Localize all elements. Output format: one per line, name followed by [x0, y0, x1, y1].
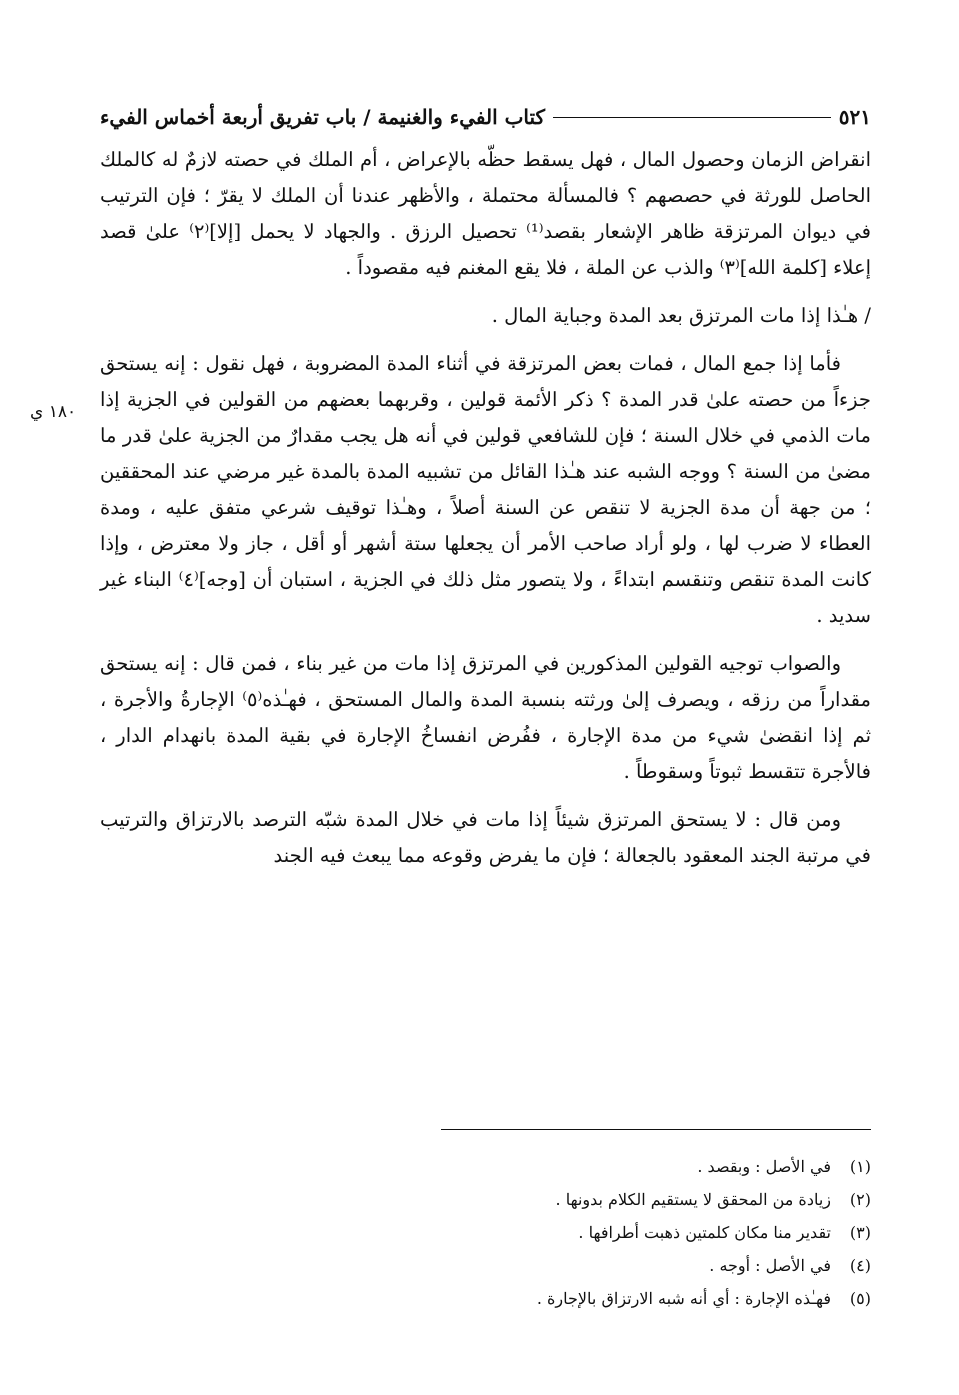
- footnote-number: (٤): [849, 1256, 871, 1275]
- footnote-text: في الأصل : أوجه .: [709, 1256, 831, 1275]
- footnote-item: [100, 1183, 871, 1216]
- margin-folio-note: ١٨٠ ي: [30, 402, 77, 422]
- footnote-number: (٢): [849, 1190, 871, 1209]
- page-number: ٥٢١: [838, 105, 871, 129]
- footnote-separator: [441, 1129, 871, 1130]
- footnote-text: زيادة من المحقق لا يستقيم الكلام بدونها .: [555, 1190, 831, 1209]
- paragraph-4: والصواب توجيه القولين المذكورين في المرتزق إذا مات من غير بناء ، فمن قال : إنه يستحق مقداراً من رزقه ، ويصرف إلىٰ ورثته بنسبة المدة والمال المستحق ، فهـٰذه⁽٥⁾ الإجارةُ والأجرة ، ثم إذا انقضىٰ شيء من مدة الإجارة ، ففُرض انفساخُ الإجارة في بقية المدة بانهدام الدار ، فالأجرة تتقسط ثبوتاً وسقوطاً .: [100, 652, 871, 783]
- footnote-text: تقدير منا مكان كلمتين ذهبت أطرافها .: [578, 1223, 831, 1242]
- footnote-item: [100, 1150, 871, 1183]
- paragraph-1: انقراض الزمان وحصول المال ، فهل يسقط حظّه بالإعراض ، أم الملك في حصته لازمٌ له كالملك الحاصل للورثة في حصصهم ؟ فالمسألة محتملة ، والأظهر عندنا أن الملك لا يقرّ ؛ فإن الترتيب في ديوان المرتزقة ظاهر الإشعار بقصد⁽¹⁾ تحصيل الرزق . والجهاد لا يحمل [إلا]⁽٢⁾ علىٰ قصد إعلاء [كلمة الله]⁽٣⁾ والذب عن الملة ، فلا يقع المغنم فيه مقصوداً .: [100, 148, 872, 279]
- footnotes: [100, 1150, 871, 1315]
- footnote-number: (١): [849, 1157, 871, 1176]
- footnote-number: (٥): [849, 1289, 871, 1308]
- footnote-item: [100, 1282, 871, 1315]
- paragraph-2: / هـٰذا إذا مات المرتزق بعد المدة وجباية المال .: [491, 304, 871, 327]
- footnote-item: [100, 1249, 871, 1282]
- footnote-item: [100, 1216, 871, 1249]
- header-title: كتاب الفيء والغنيمة / باب تفريق أربعة أخماس الفيء: [100, 105, 546, 129]
- header-rule: [553, 117, 831, 118]
- paragraph-3: فأما إذا جمع المال ، فمات بعض المرتزقة في أثناء المدة المضروبة ، فهل نقول : إنه يستحق جزءاً من حصته علىٰ قدر المدة ؟ ذكر الأئمة قولين ، وقربهما بعضهم من القولين في الجزية إذا مات الذمي في خلال السنة ؛ فإن للشافعي قولين في أنه هل يجب مقدارٌ من الجزية علىٰ قدر ما مضىٰ من السنة ؟ ووجه الشبه عند هـٰذا القائل من تشبيه المدة بالمدة غير مرضي عند المحققين ؛ من جهة أن مدة الجزية لا تنقص عن السنة أصلاً ، وهـٰذا توقيف شرعي متفق عليه ، ومدة العطاء لا ضرب لها ، ولو أراد صاحب الأمر أن يجعلها ستة أشهر أو أقل ، جاز ولا معترض ، وإذا كانت المدة تنقص وتنقسم ابتداءً ، ولا يتصور مثل ذلك في الجزية ، استبان أن [وجه]⁽٤⁾ البناء غير سديد .: [100, 352, 871, 627]
- running-header: [100, 100, 871, 134]
- footnote-text: فهـٰذه الإجارة : أي أنه شبه الارتزاق بالإجارة .: [536, 1289, 831, 1308]
- paragraph-5: ومن قال : لا يستحق المرتزق شيئاً إذا مات في خلال المدة شبّه الترصد بالارتزاق والترتيب في مرتبة الجند المعقود بالجعالة ؛ فإن ما يفرض وقوعه مما يبعث فيه الجند: [100, 808, 871, 867]
- footnote-text: في الأصل : وبقصد .: [697, 1157, 831, 1176]
- main-text: [100, 142, 871, 874]
- footnote-number: (٣): [849, 1223, 871, 1242]
